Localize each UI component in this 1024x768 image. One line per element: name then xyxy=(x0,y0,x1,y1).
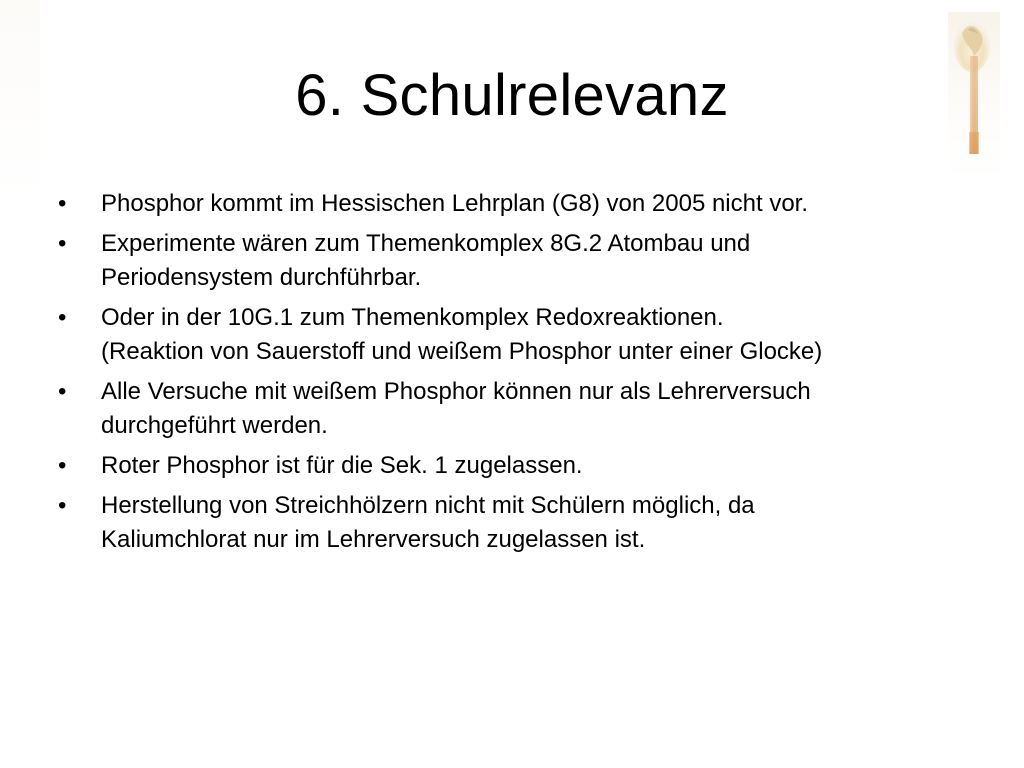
bullet-icon: • xyxy=(58,190,67,217)
bullet-text-line: Roter Phosphor ist für die Sek. 1 zugelassen. xyxy=(101,452,583,479)
bullet-item xyxy=(58,375,978,443)
bullet-item xyxy=(58,449,978,483)
bullet-icon: • xyxy=(58,230,67,257)
bullet-item xyxy=(58,489,978,557)
bullet-text-line: Kaliumchlorat nur im Lehrerversuch zugelassen ist. xyxy=(101,526,646,553)
bullet-item xyxy=(58,187,978,221)
bullet-text-line: (Reaktion von Sauerstoff und weißem Phosphor unter einer Glocke) xyxy=(101,338,823,365)
bullet-item xyxy=(58,301,978,369)
bullet-item xyxy=(58,227,978,295)
bullet-list xyxy=(58,187,978,563)
bullet-text-line: Experimente wären zum Themenkomplex 8G.2 Atombau und xyxy=(101,230,751,257)
bullet-text-line: Phosphor kommt im Hessischen Lehrplan (G8) von 2005 nicht vor. xyxy=(101,190,809,217)
slide-title: 6. Schulrelevanz xyxy=(295,63,729,128)
bullet-text-line: Oder in der 10G.1 zum Themenkomplex Redoxreaktionen. xyxy=(101,304,724,331)
bullet-text-line: durchgeführt werden. xyxy=(101,412,328,439)
bullet-text-line: Alle Versuche mit weißem Phosphor können nur als Lehrerversuch xyxy=(101,378,811,405)
bullet-text-line: Periodensystem durchführbar. xyxy=(101,264,422,291)
bullet-icon: • xyxy=(58,492,67,519)
bullet-text-line: Herstellung von Streichhölzern nicht mit Schülern möglich, da xyxy=(101,492,755,519)
bullet-icon: • xyxy=(58,452,67,479)
bullet-icon: • xyxy=(58,304,67,331)
bullet-icon: • xyxy=(58,378,67,405)
